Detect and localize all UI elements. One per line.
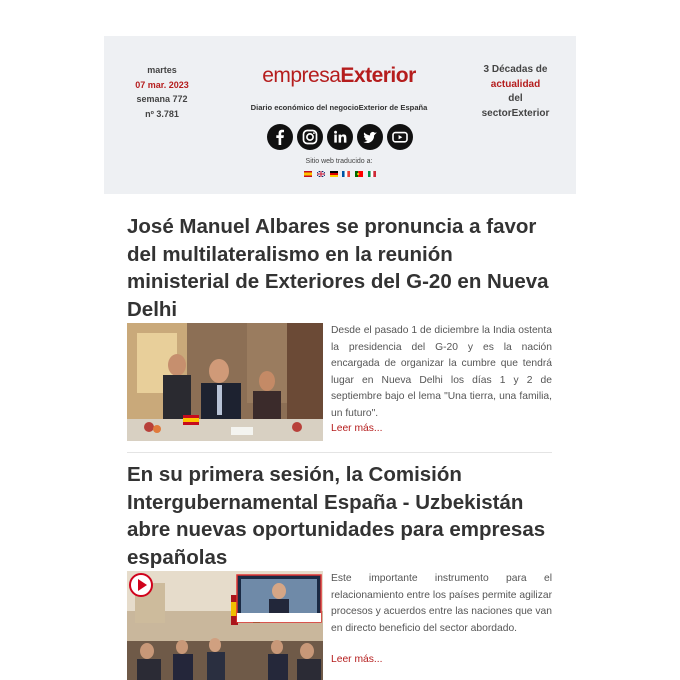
- week-number: semana 772: [136, 94, 188, 104]
- decades-line-3: del: [508, 93, 523, 104]
- social-links: [267, 124, 413, 152]
- newsletter-header: [104, 36, 576, 194]
- issue-number: nº 3.781: [145, 108, 179, 119]
- youtube-icon[interactable]: [387, 124, 413, 150]
- issue-info: [104, 63, 220, 121]
- article-image[interactable]: [127, 571, 323, 680]
- decades-line-2: actualidad: [490, 78, 541, 90]
- language-flags: [304, 171, 376, 179]
- article-divider: [127, 452, 552, 453]
- weekday: martes: [147, 65, 177, 75]
- instagram-icon[interactable]: [297, 124, 323, 150]
- decades-line-1: 3 Décadas de: [483, 64, 548, 75]
- empresa-exterior-logo[interactable]: [214, 62, 464, 90]
- germany-flag[interactable]: [330, 171, 338, 177]
- decades-line-4: sectorExterior: [481, 107, 550, 119]
- decades-box: [468, 63, 563, 121]
- portugal-flag[interactable]: [355, 171, 363, 177]
- facebook-icon[interactable]: [267, 124, 293, 150]
- article-summary: Este importante instrumento para el relacionamiento entre los países permite agilizar procesos y acuerdos entre las naciones que van en directo beneficio del sector abordado.: [331, 573, 552, 634]
- twitter-icon[interactable]: [357, 124, 383, 150]
- article-image[interactable]: [127, 323, 323, 441]
- italy-flag[interactable]: [368, 171, 376, 177]
- article-summary: Desde el pasado 1 de diciembre la India ostenta la presidencia del G-20 y es la nación encargada de organizar la cumbre que tendrá lugar en Nueva Delhi los días 1 y 2 de septiembre bajo el lema "Una tierra, una familia, un futuro".: [331, 325, 552, 419]
- read-more-link[interactable]: Leer más...: [331, 423, 383, 434]
- translated-label: Sitio web traducido a:: [305, 158, 373, 165]
- logo-text-2: Exterior: [340, 64, 416, 87]
- article-title[interactable]: En su primera sesión, la Comisión Intergubernamental España - Uzbekistán abre nuevas oportunidades para empresas españolas: [127, 463, 546, 569]
- uk-flag[interactable]: [317, 171, 325, 177]
- france-flag[interactable]: [342, 171, 350, 177]
- logo-text-1: empresa: [262, 64, 341, 87]
- tagline: Diario económico del negocioExterior de España: [250, 103, 428, 112]
- article-title[interactable]: José Manuel Albares se pronuncia a favor del multilateralismo en la reunión ministerial de Exteriores del G-20 en Nueva Delhi: [127, 215, 549, 321]
- spain-flag[interactable]: [304, 171, 312, 177]
- issue-date: 07 mar. 2023: [135, 79, 189, 90]
- read-more-link[interactable]: Leer más...: [331, 654, 383, 665]
- linkedin-icon[interactable]: [327, 124, 353, 150]
